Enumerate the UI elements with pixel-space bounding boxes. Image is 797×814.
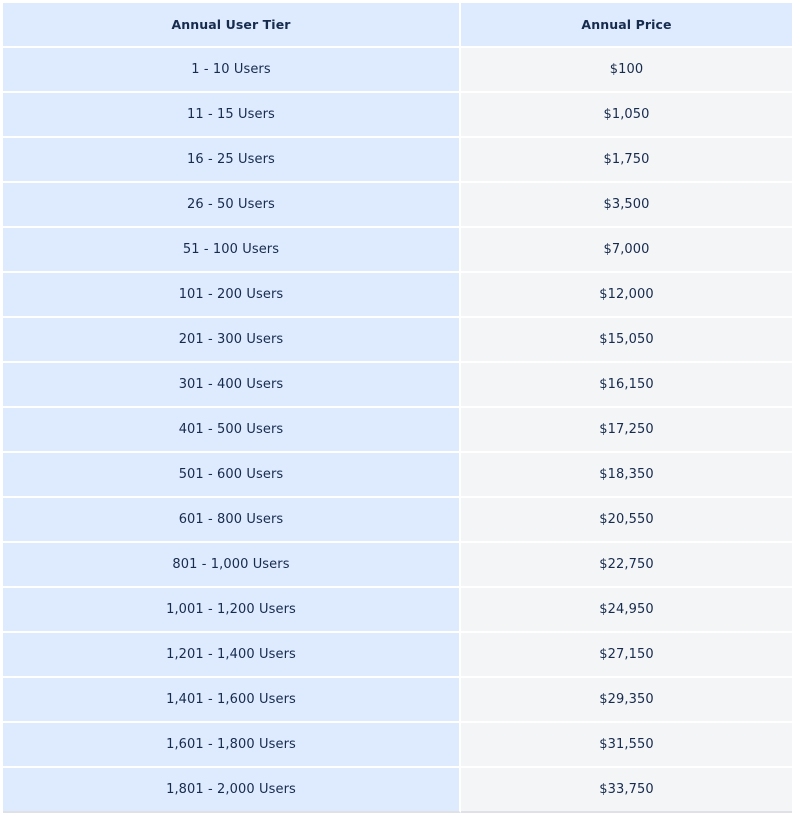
- user-tier-cell: 1,201 - 1,400 Users: [3, 633, 461, 678]
- annual-price-cell: $18,350: [461, 453, 792, 498]
- user-tier-cell: 501 - 600 Users: [3, 453, 461, 498]
- user-tier-cell: 1,401 - 1,600 Users: [3, 678, 461, 723]
- table-row: [3, 633, 792, 678]
- annual-price-cell: $20,550: [461, 498, 792, 543]
- annual-price-cell: $27,150: [461, 633, 792, 678]
- table-row: [3, 48, 792, 93]
- annual-price-cell: $22,750: [461, 543, 792, 588]
- table-row: [3, 723, 792, 768]
- annual-price-cell: $12,000: [461, 273, 792, 318]
- table-row: [3, 93, 792, 138]
- annual-price-cell: $7,000: [461, 228, 792, 273]
- table-row: [3, 408, 792, 453]
- annual-price-cell: $16,150: [461, 363, 792, 408]
- table-header-row: [3, 3, 792, 48]
- annual-price-cell: $31,550: [461, 723, 792, 768]
- table-row: [3, 768, 792, 813]
- table-row: [3, 588, 792, 633]
- table-row: [3, 183, 792, 228]
- user-tier-cell: 601 - 800 Users: [3, 498, 461, 543]
- annual-price-cell: $29,350: [461, 678, 792, 723]
- table-row: [3, 498, 792, 543]
- header-annual-price: Annual Price: [461, 3, 792, 48]
- annual-price-cell: $24,950: [461, 588, 792, 633]
- annual-price-cell: $3,500: [461, 183, 792, 228]
- table-row: [3, 363, 792, 408]
- header-annual-user-tier: Annual User Tier: [3, 3, 461, 48]
- user-tier-cell: 1,001 - 1,200 Users: [3, 588, 461, 633]
- table-row: [3, 228, 792, 273]
- table-row: [3, 453, 792, 498]
- user-tier-cell: 401 - 500 Users: [3, 408, 461, 453]
- user-tier-cell: 26 - 50 Users: [3, 183, 461, 228]
- user-tier-cell: 201 - 300 Users: [3, 318, 461, 363]
- user-tier-cell: 101 - 200 Users: [3, 273, 461, 318]
- user-tier-cell: 16 - 25 Users: [3, 138, 461, 183]
- annual-price-cell: $17,250: [461, 408, 792, 453]
- annual-price-cell: $1,750: [461, 138, 792, 183]
- table-row: [3, 543, 792, 588]
- table-row: [3, 273, 792, 318]
- table-row: [3, 318, 792, 363]
- annual-price-cell: $33,750: [461, 768, 792, 813]
- user-tier-cell: 11 - 15 Users: [3, 93, 461, 138]
- table-row: [3, 678, 792, 723]
- table-row: [3, 138, 792, 183]
- user-tier-cell: 1,601 - 1,800 Users: [3, 723, 461, 768]
- annual-price-cell: $100: [461, 48, 792, 93]
- user-tier-cell: 301 - 400 Users: [3, 363, 461, 408]
- pricing-table: [3, 3, 792, 813]
- user-tier-cell: 1 - 10 Users: [3, 48, 461, 93]
- annual-price-cell: $1,050: [461, 93, 792, 138]
- annual-price-cell: $15,050: [461, 318, 792, 363]
- user-tier-cell: 801 - 1,000 Users: [3, 543, 461, 588]
- user-tier-cell: 1,801 - 2,000 Users: [3, 768, 461, 813]
- table-body: [3, 48, 792, 813]
- user-tier-cell: 51 - 100 Users: [3, 228, 461, 273]
